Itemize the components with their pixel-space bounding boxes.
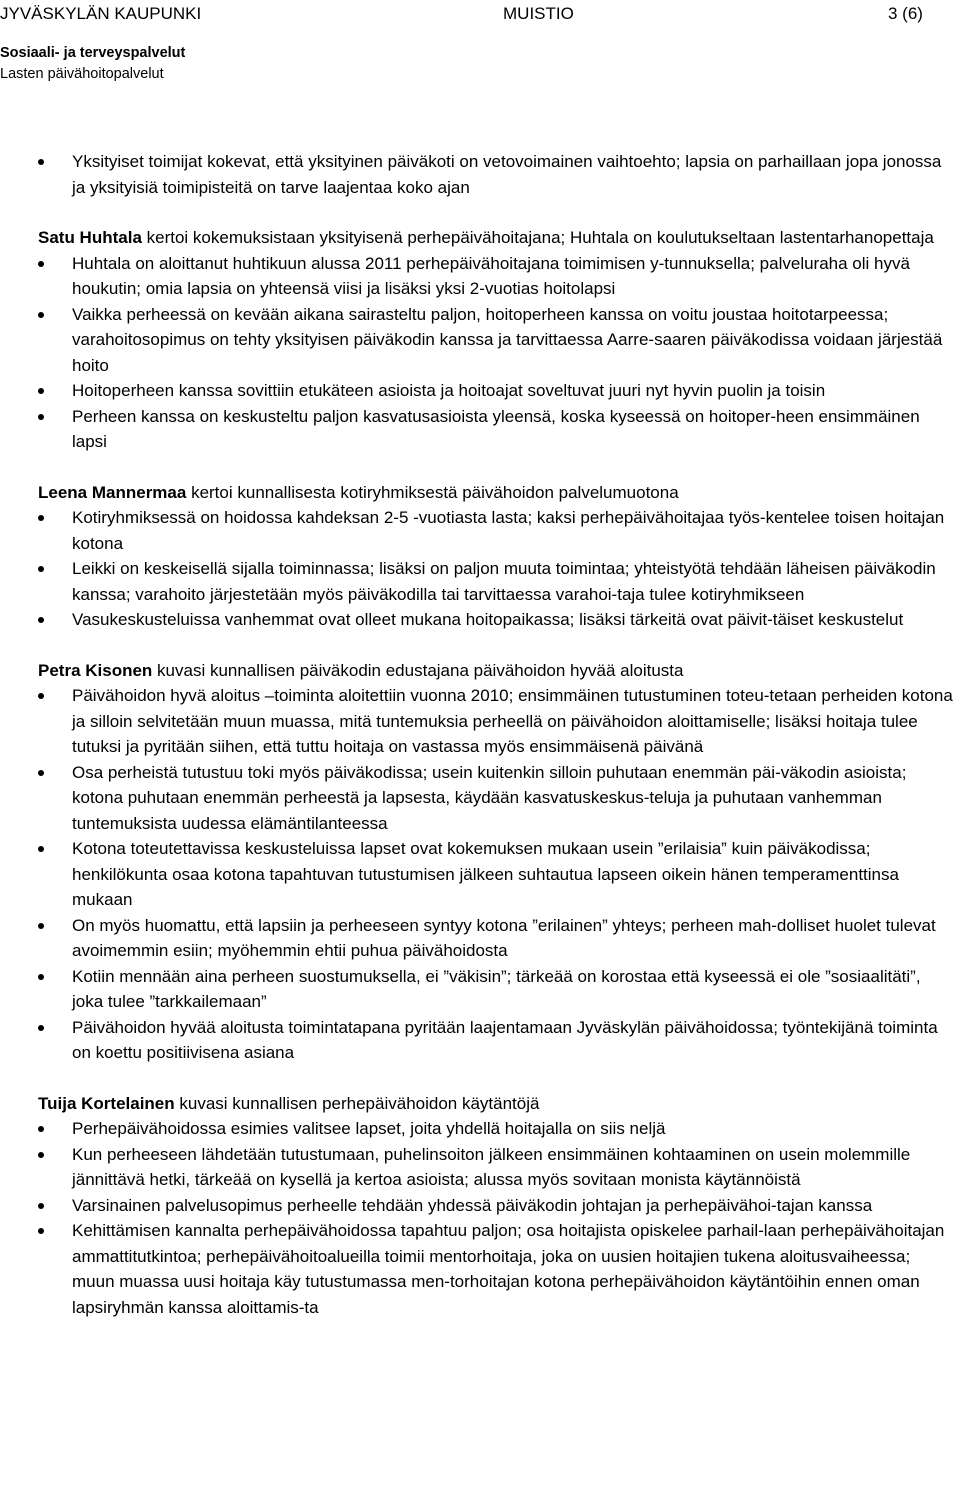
intro-text: kuvasi kunnallisen perhepäivähoidon käytäntöjä: [174, 1093, 540, 1113]
bullet-item: Kehittämisen kannalta perhepäivähoidossa tapahtuu paljon; osa hoitajista opiskelee parhail-laan perhepäivähoitajan ammattitutkintoa; perhepäivähoitoalueilla toimii mentorhoitaja, joka on uusien hoitajien tukena aloitusvaiheessa; muun muassa uusi hoitaja käy tutustumassa men-torhoitajan kotona perhepäivähoidon käytäntöihin ennen oman lapsiryhmän kanssa aloittamis-ta: [38, 1218, 956, 1320]
organization-name: JYVÄSKYLÄN KAUPUNKI: [0, 4, 202, 23]
bullet-icon: [38, 1025, 44, 1031]
section-petra-kisonen: [38, 658, 956, 1066]
bullet-list: [38, 505, 956, 633]
bullet-icon: [38, 159, 44, 165]
bullet-list: [38, 1116, 956, 1320]
section-intro: [38, 1091, 956, 1117]
bullet-icon: [38, 1228, 44, 1234]
memo-body: [38, 149, 956, 1320]
bullet-item: Päivähoidon hyvää aloitusta toimintatapana pyritään laajentamaan Jyväskylän päivähoidossa; työntekijänä toiminta on koettu positiivisena asiana: [38, 1015, 956, 1066]
intro-text: kuvasi kunnallisen päiväkodin edustajana päivähoidon hyvää aloitusta: [152, 660, 684, 680]
section-intro: [38, 480, 956, 506]
bullet-item: Kun perheeseen lähdetään tutustumaan, puhelinsoiton jälkeen ensimmäinen kohtaaminen on usein molemmille jännittävä hetki, tärkeää on kysellä ja kertoa asioista; alussa myös sovitaan monista käytännöistä: [38, 1142, 956, 1193]
bullet-item: Yksityiset toimijat kokevat, että yksityinen päiväkoti on vetovoimainen vaihtoehto; lapsia on parhaillaan jopa jonossa ja yksityisiä toimipisteitä on tarve laajentaa koko ajan: [38, 149, 956, 200]
page-number: 3 (6): [888, 4, 923, 23]
bullet-item: Huhtala on aloittanut huhtikuun alussa 2011 perhepäivähoitajana toimimisen y-tunnuksella; palveluraha oli hyvä houkutin; omia lapsia on yhteensä viisi ja lisäksi yksi 2-vuotias hoitolapsi: [38, 251, 956, 302]
section-tuija-kortelainen: [38, 1091, 956, 1321]
bullet-item: Perhepäivähoidossa esimies valitsee lapset, joita yhdellä hoitajalla on siis neljä: [38, 1116, 956, 1142]
section-satu-huhtala: [38, 225, 956, 455]
section-private-providers: [38, 149, 956, 200]
bullet-icon: [38, 846, 44, 852]
bullet-list: [38, 149, 956, 200]
unit-name: Lasten päivähoitopalvelut: [0, 66, 164, 82]
speaker-name: Tuija Kortelainen: [38, 1093, 175, 1113]
bullet-item: Vasukeskusteluissa vanhemmat ovat olleet mukana hoitopaikassa; lisäksi tärkeitä ovat päivit-täiset keskustelut: [38, 607, 956, 633]
bullet-icon: [38, 974, 44, 980]
speaker-name: Satu Huhtala: [38, 228, 142, 247]
bullet-icon: [38, 923, 44, 929]
bullet-item: Varsinainen palvelusopimus perheelle tehdään yhdessä päiväkodin johtajan ja perhepäivähoi-tajan kanssa: [38, 1193, 956, 1219]
bullet-item: Leikki on keskeisellä sijalla toiminnassa; lisäksi on paljon muuta toimintaa; yhteistyötä tehdään läheisen päiväkodin kanssa; varahoito järjestetään myös päiväkodilla tai tarvittaessa varahoi-taja tulee kotiryhmikseen: [38, 556, 956, 607]
bullet-item: Kotiin mennään aina perheen suostumuksella, ei ”väkisin”; tärkeää on korostaa että kyseessä ei ole ”sosiaalitäti”, joka tulee ”tarkkailemaan”: [38, 964, 956, 1015]
bullet-icon: [38, 312, 44, 318]
bullet-icon: [38, 1126, 44, 1132]
bullet-icon: [38, 1152, 44, 1158]
section-leena-mannermaa: [38, 480, 956, 633]
intro-text: kertoi kunnallisesta kotiryhmiksestä päivähoidon palvelumuotona: [186, 482, 679, 502]
document-header: [0, 4, 960, 82]
bullet-icon: [38, 566, 44, 572]
bullet-icon: [38, 515, 44, 521]
bullet-list: [38, 683, 956, 1066]
speaker-name: Leena Mannermaa: [38, 482, 187, 502]
intro-text: kertoi kokemuksistaan yksityisenä perhepäivähoitajana; Huhtala on koulutukseltaan lastentarhanopettaja: [141, 228, 934, 247]
department-name: Sosiaali- ja terveyspalvelut: [0, 45, 186, 61]
document-type: MUISTIO: [503, 4, 574, 23]
bullet-item: Vaikka perheessä on kevään aikana sairasteltu paljon, hoitoperheen kanssa on voitu joustaa hoitotarpeessa; varahoitosopimus on tehty yksityisen päiväkodin kanssa ja tarvittaessa Aarre-saaren päiväkodissa voidaan järjestää hoito: [38, 302, 956, 379]
bullet-item: Kotiryhmiksessä on hoidossa kahdeksan 2-5 -vuotiasta lasta; kaksi perhepäivähoitajaa työs-kentelee toisen hoitajan kotona: [38, 505, 956, 556]
bullet-list: [38, 251, 956, 455]
bullet-icon: [38, 617, 44, 623]
bullet-item: Osa perheistä tutustuu toki myös päiväkodissa; usein kuitenkin silloin puhutaan enemmän päi-väkodin asioista; kotona puhutaan enemmän perheestä ja lapsesta, käydään kasvatuskeskus-teluja ja puhutaan vanhemman tuntemuksista uudessa elämäntilanteessa: [38, 760, 956, 837]
bullet-icon: [38, 693, 44, 699]
bullet-item: Kotona toteutettavissa keskusteluissa lapset ovat kokemuksen mukaan usein ”erilaisia” kuin päiväkodissa; henkilökunta osaa kotona tapahtuvan tutustumisen jälkeen suhtautua lapseen oikein hänen temperamenttinsa mukaan: [38, 836, 956, 913]
bullet-item: On myös huomattu, että lapsiin ja perheeseen syntyy kotona ”erilainen” yhteys; perheen mah-dolliset huolet tulevat avoimemmin esiin; myöhemmin ehtii puhua päivähoidosta: [38, 913, 956, 964]
bullet-icon: [38, 770, 44, 776]
section-intro: [38, 658, 956, 684]
speaker-name: Petra Kisonen: [38, 660, 153, 680]
section-intro: [38, 225, 956, 251]
bullet-icon: [38, 414, 44, 420]
bullet-icon: [38, 261, 44, 267]
bullet-item: Päivähoidon hyvä aloitus –toiminta aloitettiin vuonna 2010; ensimmäinen tutustuminen toteu-tetaan perheiden kotona ja silloin selvitetään muun muassa, mitä tuntemuksia perheellä on päivähoidon aloittamiselle; lisäksi hoitaja tulee tutuksi ja pyritään siihen, että tuttu hoitaja on vastassa myös ensimmäisenä päivänä: [38, 683, 956, 760]
bullet-item: Perheen kanssa on keskusteltu paljon kasvatusasioista yleensä, koska kyseessä on hoitoper-heen ensimmäinen lapsi: [38, 404, 956, 455]
bullet-item: Hoitoperheen kanssa sovittiin etukäteen asioista ja hoitoajat soveltuvat juuri nyt hyvin puolin ja toisin: [38, 378, 956, 404]
bullet-icon: [38, 1203, 44, 1209]
bullet-icon: [38, 388, 44, 394]
